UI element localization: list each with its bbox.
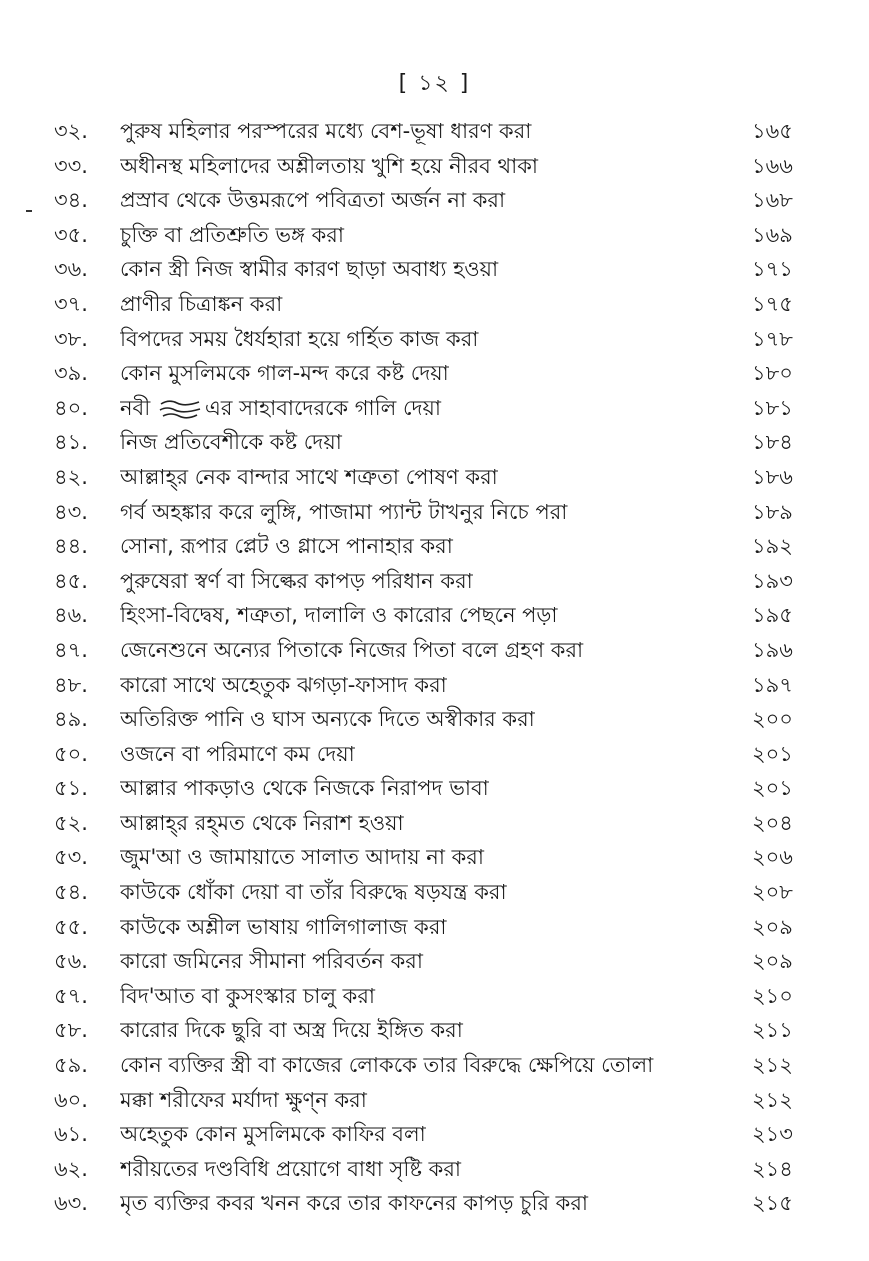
entry-page-number: ২১৩	[752, 1122, 793, 1147]
toc-entry	[0, 356, 869, 391]
entry-number: ৫৮.	[54, 1018, 88, 1043]
entry-title: মৃত ব্যক্তির কবর খনন করে তার কাফনের কাপড় চুরি করা	[120, 1191, 589, 1216]
entry-number: ৫৯.	[54, 1053, 88, 1078]
toc-entry	[0, 633, 869, 668]
entry-title: অহেতুক কোন মুসলিমকে কাফির বলা	[120, 1122, 426, 1147]
entry-page-number: ১৯৫	[752, 603, 793, 628]
toc-entry	[0, 944, 869, 979]
entry-number: ৪০.	[54, 395, 88, 420]
entry-number: ৩৯.	[54, 361, 88, 386]
toc-entry	[0, 1186, 869, 1221]
entry-page-number: ১৭৮	[752, 326, 793, 351]
entry-page-number: ২০৯	[752, 949, 793, 974]
salawat-calligraphy-icon	[157, 397, 203, 421]
entry-number: ৩৮.	[54, 326, 88, 351]
entry-title: প্রস্রাব থেকে উত্তমরূপে পবিত্রতা অর্জন না করা	[120, 188, 506, 213]
entry-title-prefix: নবী	[120, 395, 157, 420]
entry-page-number: ১৯২	[752, 534, 793, 559]
toc-entry	[0, 287, 869, 322]
entry-number: ৩৩.	[54, 153, 88, 178]
entry-page-number: ২০০	[752, 707, 793, 732]
entry-title: পুরুষ মহিলার পরস্পরের মধ্যে বেশ-ভূষা ধারণ করা	[120, 119, 532, 143]
entry-page-number: ২০৯	[752, 914, 793, 939]
toc-entry	[0, 1048, 869, 1083]
entry-page-number: ১৮০	[752, 361, 793, 386]
entry-page-number: ২১৪	[752, 1156, 793, 1181]
entry-number: ৫৩.	[54, 845, 88, 870]
entry-title: জেনেশুনে অন্যের পিতাকে নিজের পিতা বলে গ্রহণ করা	[120, 637, 584, 662]
entry-title: কোন ব্যক্তির স্ত্রী বা কাজের লোককে তার বিরুদ্ধে ক্ষেপিয়ে তোলা	[120, 1053, 654, 1078]
entry-title: চুক্তি বা প্রতিশ্রুতি ভঙ্গ করা	[120, 222, 344, 247]
toc-entry	[0, 252, 869, 287]
toc-entry	[0, 840, 869, 875]
entry-number: ৪৫.	[54, 568, 88, 593]
entry-title: গর্ব অহঙ্কার করে লুঙ্গি, পাজামা প্যান্ট টাখনুর নিচে পরা	[120, 499, 568, 524]
toc-entry	[0, 425, 869, 460]
entry-page-number: ২০৪	[752, 810, 793, 835]
entry-number: ৪১.	[54, 430, 88, 455]
entry-number: ৪৮.	[54, 672, 88, 697]
toc-entry	[0, 1083, 869, 1118]
entry-title: শরীয়তের দণ্ডবিধি প্রয়োগে বাধা সৃষ্টি করা	[120, 1156, 462, 1181]
entry-title: আল্লাহ্‌র রহ্‌মত থেকে নিরাশ হওয়া	[120, 810, 404, 835]
entry-page-number: ১৯৩	[752, 568, 793, 593]
entry-number: ৪৩.	[54, 499, 88, 524]
toc-entry	[0, 149, 869, 184]
entry-page-number: ২১১	[752, 1018, 793, 1043]
entry-number: ৫২.	[54, 810, 88, 835]
entry-number: ৩৪.	[54, 188, 88, 213]
entry-page-number: ১৭১	[752, 257, 793, 282]
toc-entry	[0, 1152, 869, 1187]
entry-page-number: ১৮৪	[752, 430, 793, 455]
entry-page-number: ২১২	[752, 1053, 793, 1078]
entry-title: অতিরিক্ত পানি ও ঘাস অন্যকে দিতে অস্বীকার করা	[120, 707, 535, 732]
entry-title: মক্কা শরীফের মর্যাদা ক্ষুণ্ন করা	[120, 1087, 367, 1112]
entry-page-number: ১৯৭	[752, 672, 793, 697]
toc-entry	[0, 875, 869, 910]
entry-page-number: ২০৬	[752, 845, 793, 870]
toc-entry	[0, 495, 869, 530]
toc-entry	[0, 1117, 869, 1152]
entry-title: জুম'আ ও জামায়াতে সালাত আদায় না করা	[120, 845, 484, 870]
entry-title-text: এর সাহাবাদেরকে গালি দেয়া	[204, 395, 441, 420]
toc-entry	[0, 737, 869, 772]
entry-title: কারোর দিকে ছুরি বা অস্ত্র দিয়ে ইঙ্গিত করা	[120, 1018, 463, 1043]
entry-page-number: ১৬৯	[752, 222, 793, 247]
toc-entry	[0, 529, 869, 564]
entry-page-number: ১৬৫	[752, 119, 793, 143]
toc-entry	[0, 979, 869, 1014]
toc-entry	[0, 806, 869, 841]
entry-page-number: ১৮১	[752, 395, 793, 420]
cut-off-line	[130, 1250, 750, 1261]
entry-title: বিদ'আত বা কুসংস্কার চালু করা	[120, 983, 376, 1008]
entry-title: প্রাণীর চিত্রাঙ্কন করা	[120, 291, 283, 316]
entry-page-number: ১৮৯	[752, 499, 793, 524]
entry-page-number: ২১২	[752, 1087, 793, 1112]
toc-entry	[0, 702, 869, 737]
entry-page-number: ১৭৫	[752, 291, 793, 316]
toc-entry	[0, 564, 869, 599]
entry-number: ৪৭.	[54, 637, 88, 662]
entry-title: আল্লাহ্‌র নেক বান্দার সাথে শত্রুতা পোষণ করা	[120, 464, 498, 489]
entry-page-number: ১৮৬	[752, 464, 793, 489]
entry-page-number: ১৬৮	[752, 188, 793, 213]
entry-number: ৪৬.	[54, 603, 88, 628]
entry-page-number: ২১৫	[752, 1191, 793, 1216]
entry-title: পুরুষেরা স্বর্ণ বা সিল্কের কাপড় পরিধান করা	[120, 568, 473, 593]
entry-title: অধীনস্থ মহিলাদের অশ্লীলতায় খুশি হয়ে নীরব থাকা	[120, 153, 538, 178]
toc-entry	[0, 218, 869, 253]
entry-page-number: ১৬৬	[752, 153, 793, 178]
entry-page-number: ২০১	[752, 741, 793, 766]
entry-number: ৬৩.	[54, 1191, 88, 1216]
entry-number: ৫৪.	[54, 880, 88, 905]
entry-number: ৫১.	[54, 776, 88, 801]
entry-page-number: ১৯৬	[752, 637, 793, 662]
table-of-contents	[0, 114, 869, 1221]
entry-title	[120, 391, 750, 426]
entry-title: কাউকে ধোঁকা দেয়া বা তাঁর বিরুদ্ধে ষড়যন্ত্র করা	[120, 880, 507, 905]
entry-title: কারো জমিনের সীমানা পরিবর্তন করা	[120, 949, 423, 974]
entry-title: কারো সাথে অহেতুক ঝগড়া-ফাসাদ করা	[120, 672, 447, 697]
entry-title: নিজ প্রতিবেশীকে কষ্ট দেয়া	[120, 430, 342, 455]
entry-page-number: ২০৮	[752, 880, 793, 905]
toc-entry	[0, 114, 869, 149]
entry-number: ৫৫.	[54, 914, 88, 939]
toc-entry	[0, 1013, 869, 1048]
toc-entry	[0, 771, 869, 806]
entry-title: সোনা, রূপার প্লেট ও গ্লাসে পানাহার করা	[120, 534, 453, 559]
toc-entry	[0, 598, 869, 633]
entry-number: ৩৭.	[54, 291, 88, 316]
page-number: [ ১২ ]	[398, 71, 471, 96]
entry-number: ৬২.	[54, 1156, 88, 1181]
entry-number: ৪৯.	[54, 707, 88, 732]
entry-page-number: ২০১	[752, 776, 793, 801]
toc-entry	[0, 322, 869, 357]
entry-title: কোন স্ত্রী নিজ স্বামীর কারণ ছাড়া অবাধ্য হওয়া	[120, 257, 499, 282]
entry-number: ৪২.	[54, 464, 88, 489]
entry-number: ৫০.	[54, 741, 88, 766]
entry-number: ৬১.	[54, 1122, 88, 1147]
entry-number: ৪৪.	[54, 534, 88, 559]
entry-page-number: ২১০	[752, 983, 793, 1008]
toc-entry	[0, 668, 869, 703]
entry-title: ওজনে বা পরিমাণে কম দেয়া	[120, 741, 355, 766]
entry-number: ৩৬.	[54, 257, 88, 282]
toc-entry	[0, 391, 869, 426]
toc-entry	[0, 183, 869, 218]
entry-title: হিংসা-বিদ্বেষ, শত্রুতা, দালালি ও কারোর পেছনে পড়া	[120, 603, 558, 628]
entry-number: ৩৫.	[54, 222, 88, 247]
entry-title: আল্লার পাকড়াও থেকে নিজকে নিরাপদ ভাবা	[120, 776, 489, 801]
entry-number: ৫৭.	[54, 983, 88, 1008]
entry-title: কাউকে অশ্লীল ভাষায় গালিগালাজ করা	[120, 914, 447, 939]
toc-entry	[0, 910, 869, 945]
toc-entry	[0, 460, 869, 495]
entry-number: ৬০.	[54, 1087, 88, 1112]
entry-number: ৩২.	[54, 119, 88, 143]
entry-title: কোন মুসলিমকে গাল-মন্দ করে কষ্ট দেয়া	[120, 361, 449, 386]
entry-number: ৫৬.	[54, 949, 88, 974]
entry-title: বিপদের সময় ধৈর্যহারা হয়ে গর্হিত কাজ করা	[120, 326, 479, 351]
